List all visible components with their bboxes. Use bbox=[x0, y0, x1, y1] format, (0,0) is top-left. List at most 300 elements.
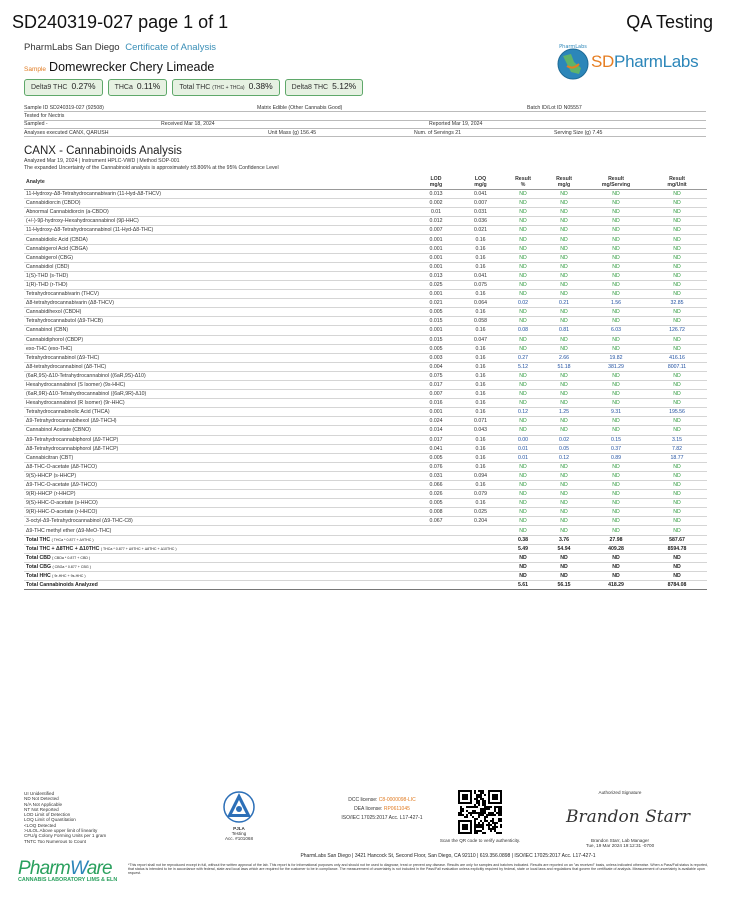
total-name: Total CBG ( CBGa * 0.877 + CBG ) bbox=[24, 562, 414, 571]
result-cell: ND bbox=[585, 481, 647, 490]
batch-id: Batch ID/Lot ID N05557 bbox=[527, 104, 582, 111]
verification-qr-code[interactable] bbox=[458, 790, 502, 834]
analyte-name: Cannabidihexol (CBDH) bbox=[24, 308, 414, 317]
lod-cell: 0.013 bbox=[414, 271, 458, 280]
lod-cell: 0.016 bbox=[414, 399, 458, 408]
result-cell: 0.08 bbox=[503, 326, 543, 335]
loq-cell: 0.204 bbox=[458, 517, 503, 526]
sample-name: Domewrecker Chery Limeade bbox=[49, 60, 215, 74]
result-cell: 126.72 bbox=[647, 326, 707, 335]
result-cell: 0.12 bbox=[503, 408, 543, 417]
badge-delta9-thc: Delta9 THC 0.27% bbox=[24, 79, 103, 96]
lab-name: PharmLabs San Diego bbox=[24, 42, 120, 53]
result-cell: ND bbox=[543, 462, 585, 471]
result-cell: ND bbox=[503, 371, 543, 380]
analyte-name: Cannabicitran (CBT) bbox=[24, 453, 414, 462]
loq-cell: 0.16 bbox=[458, 481, 503, 490]
total-value: 5.61 bbox=[503, 581, 543, 590]
loq-cell: 0.094 bbox=[458, 471, 503, 480]
lod-cell: 0.01 bbox=[414, 208, 458, 217]
result-cell: ND bbox=[543, 235, 585, 244]
result-cell: ND bbox=[647, 244, 707, 253]
loq-cell: 0.16 bbox=[458, 235, 503, 244]
signer-info: Brandon Starr, Lab Manager Tue, 19 Mar 2024 19:12:31 -0700 bbox=[585, 838, 655, 849]
total-value: 5.49 bbox=[503, 544, 543, 553]
result-cell: ND bbox=[543, 308, 585, 317]
total-name: Total HHC ( 9r-HHC + 9s-HHC ) bbox=[24, 571, 414, 580]
result-cell: ND bbox=[585, 335, 647, 344]
result-cell: ND bbox=[503, 426, 543, 435]
result-cell: ND bbox=[543, 481, 585, 490]
abbreviation-legend: UI Unidentified ND Not Detected N/A Not Applicable NT Not Reported LOD Limit of Detection LOQ Limit of Quantitation <LOQ Detected >ULOL Above upper limit of linearity CFU/g Colony Forming Units per 1 gram TNTC Too Numerous to Count bbox=[24, 791, 107, 844]
table-row bbox=[24, 262, 707, 271]
total-value: ND bbox=[503, 553, 543, 562]
analyte-name: Δ9-Tetrahydrocannabiphorol (Δ9-THCP) bbox=[24, 435, 414, 444]
analyte-name: 1(R)-THD (r-THD) bbox=[24, 280, 414, 289]
result-cell: ND bbox=[585, 517, 647, 526]
result-cell: 0.21 bbox=[543, 299, 585, 308]
sample-line bbox=[24, 60, 214, 74]
total-name: Total CBD ( CBDa * 0.877 + CBD ) bbox=[24, 553, 414, 562]
logo-wordmark: SDPharmLabs bbox=[591, 52, 699, 71]
result-cell: ND bbox=[503, 235, 543, 244]
total-value: ND bbox=[585, 553, 647, 562]
reported: Reported Mar 19, 2024 bbox=[429, 121, 483, 128]
unit-mass: Unit Mass (g) 156.45 bbox=[268, 129, 317, 136]
result-cell: ND bbox=[647, 199, 707, 208]
lod-cell: 0.015 bbox=[414, 317, 458, 326]
table-row bbox=[24, 217, 707, 226]
lod-cell: 0.021 bbox=[414, 299, 458, 308]
lod-cell: 0.024 bbox=[414, 417, 458, 426]
analyte-name: Δ9-THC methyl ether (Δ9-MeO-THC) bbox=[24, 526, 414, 535]
result-cell: ND bbox=[503, 462, 543, 471]
analyte-name: Cannabidiorcin (CBDO) bbox=[24, 199, 414, 208]
lod-cell: 0.001 bbox=[414, 408, 458, 417]
result-cell: 0.01 bbox=[503, 453, 543, 462]
loq-cell: 0.041 bbox=[458, 271, 503, 280]
result-cell: ND bbox=[585, 271, 647, 280]
total-formula: ( CBGa * 0.877 + CBG ) bbox=[52, 564, 91, 569]
sample-id: Sample ID SD240319-027 (92508) bbox=[24, 104, 104, 111]
analyte-name: Δ8-Tetrahydrocannabiphorol (Δ8-THCP) bbox=[24, 444, 414, 453]
analyses-executed: Analyses executed CANX, QARUSH bbox=[24, 129, 109, 136]
qr-caption: Scan the QR code to verify authenticity. bbox=[439, 838, 521, 843]
result-cell: ND bbox=[647, 380, 707, 389]
result-cell: ND bbox=[543, 244, 585, 253]
result-cell: ND bbox=[647, 481, 707, 490]
table-row bbox=[24, 317, 707, 326]
table-row bbox=[24, 453, 707, 462]
result-cell: ND bbox=[503, 490, 543, 499]
lod-cell: 0.008 bbox=[414, 508, 458, 517]
total-value: ND bbox=[647, 553, 707, 562]
result-cell: ND bbox=[503, 226, 543, 235]
result-cell: ND bbox=[585, 199, 647, 208]
analyte-name: Tetrahydrocannabinolic Acid (THCA) bbox=[24, 408, 414, 417]
result-cell: ND bbox=[543, 399, 585, 408]
total-value: 8784.08 bbox=[647, 581, 707, 590]
result-cell: ND bbox=[543, 335, 585, 344]
result-cell: ND bbox=[647, 280, 707, 289]
result-cell: 2.66 bbox=[543, 353, 585, 362]
result-cell: ND bbox=[585, 508, 647, 517]
table-row bbox=[24, 444, 707, 453]
result-cell: ND bbox=[503, 290, 543, 299]
analyte-name: Cannabinol (CBN) bbox=[24, 326, 414, 335]
result-cell: ND bbox=[647, 208, 707, 217]
sdpharmlabs-logo bbox=[553, 42, 713, 82]
result-cell: 1.56 bbox=[585, 299, 647, 308]
loq-cell: 0.16 bbox=[458, 399, 503, 408]
lod-cell: 0.001 bbox=[414, 262, 458, 271]
total-value: ND bbox=[503, 571, 543, 580]
result-cell: ND bbox=[647, 235, 707, 244]
total-row bbox=[24, 544, 707, 553]
section-title: CANX - Cannabinoids Analysis bbox=[24, 145, 182, 157]
loq-cell: 0.041 bbox=[458, 190, 503, 199]
loq-cell: 0.16 bbox=[458, 499, 503, 508]
loq-cell: 0.16 bbox=[458, 435, 503, 444]
result-cell: 18.77 bbox=[647, 453, 707, 462]
result-cell: 32.85 bbox=[647, 299, 707, 308]
result-cell: ND bbox=[647, 217, 707, 226]
result-cell: ND bbox=[543, 508, 585, 517]
result-cell: ND bbox=[543, 517, 585, 526]
analyte-name: Hexahydrocannabinol (R Isomer) (9r-HHC) bbox=[24, 399, 414, 408]
total-name: Total THC + Δ8THC + Δ10THC ( THCa * 0.877 + Δ9THC + Δ8THC + Δ10THC ) bbox=[24, 544, 414, 553]
table-row bbox=[24, 380, 707, 389]
result-cell: ND bbox=[647, 526, 707, 535]
license-info: DCC license: C8-0000098-LIC DEA license: RP0611045 ISO/IEC 17025:2017 Acc. L17-427-1 bbox=[341, 797, 423, 821]
svg-text:Brandon Starr: Brandon Starr bbox=[565, 807, 691, 827]
result-cell: ND bbox=[503, 481, 543, 490]
result-cell: ND bbox=[647, 253, 707, 262]
result-cell: ND bbox=[585, 190, 647, 199]
analyte-name: 9(R)-HHCP (r-HHCP) bbox=[24, 490, 414, 499]
result-cell: ND bbox=[503, 308, 543, 317]
result-cell: ND bbox=[503, 217, 543, 226]
result-cell: ND bbox=[585, 526, 647, 535]
result-cell: ND bbox=[503, 190, 543, 199]
table-row bbox=[24, 362, 707, 371]
result-cell: 0.02 bbox=[503, 299, 543, 308]
analyte-name: (6aR,9R)-Δ10-Tetrahydrocannabinol ((6aR,9R)-Δ10) bbox=[24, 390, 414, 399]
loq-cell: 0.16 bbox=[458, 380, 503, 389]
result-cell: ND bbox=[543, 217, 585, 226]
analyte-name: (6aR,9S)-Δ10-Tetrahydrocannabinol ((6aR,9S)-Δ10) bbox=[24, 371, 414, 380]
table-row bbox=[24, 408, 707, 417]
loq-cell: 0.16 bbox=[458, 290, 503, 299]
table-row bbox=[24, 253, 707, 262]
total-formula: ( THCa * 0.877 + Δ9THC + Δ8THC + Δ10THC ) bbox=[100, 546, 177, 551]
result-cell: 0.81 bbox=[543, 326, 585, 335]
analyte-name: Tetrahydrocannabutol (Δ9-THCB) bbox=[24, 317, 414, 326]
lod-cell: 0.001 bbox=[414, 290, 458, 299]
lod-cell bbox=[414, 526, 458, 535]
result-cell: 6.03 bbox=[585, 326, 647, 335]
lod-cell: 0.007 bbox=[414, 226, 458, 235]
analyte-name: 11-Hydroxy-Δ8-Tetrahydrocannabinol (11-Hyd-Δ8-THC) bbox=[24, 226, 414, 235]
result-cell: ND bbox=[647, 517, 707, 526]
table-row bbox=[24, 481, 707, 490]
lod-cell: 0.007 bbox=[414, 390, 458, 399]
tested-for: Tested for Nectris bbox=[24, 113, 65, 120]
table-row bbox=[24, 471, 707, 480]
lod-cell: 0.041 bbox=[414, 444, 458, 453]
result-cell: ND bbox=[647, 399, 707, 408]
table-row bbox=[24, 308, 707, 317]
total-value: ND bbox=[543, 562, 585, 571]
loq-cell: 0.007 bbox=[458, 199, 503, 208]
loq-cell: 0.058 bbox=[458, 317, 503, 326]
result-cell: 5.12 bbox=[503, 362, 543, 371]
total-name: Total THC ( THCa * 0.877 + Δ9THC ) bbox=[24, 535, 414, 544]
result-cell: ND bbox=[503, 517, 543, 526]
loq-cell: 0.16 bbox=[458, 308, 503, 317]
result-cell: 195.56 bbox=[647, 408, 707, 417]
lod-cell: 0.002 bbox=[414, 199, 458, 208]
lod-cell: 0.013 bbox=[414, 190, 458, 199]
total-value: ND bbox=[585, 571, 647, 580]
table-row bbox=[24, 490, 707, 499]
result-cell: ND bbox=[585, 280, 647, 289]
analyte-name: Δ8-THC-O-acetate (Δ8-THCO) bbox=[24, 462, 414, 471]
result-cell: ND bbox=[585, 253, 647, 262]
table-row bbox=[24, 499, 707, 508]
lab-name-line bbox=[24, 42, 216, 53]
table-row bbox=[24, 199, 707, 208]
result-cell: ND bbox=[585, 226, 647, 235]
loq-cell: 0.021 bbox=[458, 226, 503, 235]
result-cell: ND bbox=[647, 390, 707, 399]
result-cell: ND bbox=[585, 308, 647, 317]
loq-cell: 0.036 bbox=[458, 217, 503, 226]
certificate-title: Certificate of Analysis bbox=[125, 42, 217, 53]
result-cell: ND bbox=[585, 499, 647, 508]
table-row bbox=[24, 426, 707, 435]
table-row bbox=[24, 435, 707, 444]
result-cell: ND bbox=[647, 426, 707, 435]
result-cell: ND bbox=[503, 253, 543, 262]
badge-thca: THCa 0.11% bbox=[108, 79, 168, 96]
analyte-name: 9(S)-HHCP (s-HHCP) bbox=[24, 471, 414, 480]
result-cell: ND bbox=[585, 290, 647, 299]
result-cell: ND bbox=[503, 508, 543, 517]
lod-cell: 0.017 bbox=[414, 380, 458, 389]
result-cell: ND bbox=[543, 471, 585, 480]
total-value: 3.76 bbox=[543, 535, 585, 544]
result-cell: ND bbox=[647, 499, 707, 508]
result-cell: ND bbox=[585, 380, 647, 389]
analyte-name: exo-THC (exo-THC) bbox=[24, 344, 414, 353]
result-cell: ND bbox=[503, 199, 543, 208]
result-cell: ND bbox=[647, 290, 707, 299]
loq-cell: 0.16 bbox=[458, 371, 503, 380]
analyte-name: 3-octyl-Δ9-Tetrahydrocannabinol (Δ9-THC-C8) bbox=[24, 517, 414, 526]
col-lod: LOD mg/g bbox=[414, 175, 458, 190]
loq-cell: 0.043 bbox=[458, 426, 503, 435]
table-row bbox=[24, 280, 707, 289]
lod-cell: 0.001 bbox=[414, 244, 458, 253]
result-cell: ND bbox=[503, 417, 543, 426]
california-seal-icon bbox=[553, 42, 593, 82]
total-value: 0.38 bbox=[503, 535, 543, 544]
loq-cell bbox=[458, 526, 503, 535]
disclaimer: *This report shall not be reproduced except in full, without the written approval of the lab. This report is for informational purposes only and should not be used to diagnose, treat or prevent any disease. Results are only for samples and batches indicated. Results are reported on an "as received" basis, unless indicated otherwise. When a Pass/Fail status is reported, that status is intended to be in accordance with federal, state and local laws which are required for the customer to be in compliance. The measurement of uncertainty is not included in the Pass/Fail evaluation unless explicitly required by federal, state or local laws and regulations that govern the certificate of analysis. Measurement of uncertainty is available upon request. bbox=[128, 863, 709, 876]
loq-cell: 0.16 bbox=[458, 353, 503, 362]
result-cell: ND bbox=[543, 380, 585, 389]
lod-cell: 0.005 bbox=[414, 308, 458, 317]
analyte-name: Tetrahydrocannabinol (Δ9-THC) bbox=[24, 353, 414, 362]
result-cell: ND bbox=[543, 390, 585, 399]
lod-cell: 0.076 bbox=[414, 462, 458, 471]
loq-cell: 0.071 bbox=[458, 417, 503, 426]
analyte-name: Δ9-Tetrahydrocannabihexol (Δ9-THCH) bbox=[24, 417, 414, 426]
result-cell: ND bbox=[543, 280, 585, 289]
num-servings: Num. of Servings 21 bbox=[414, 129, 461, 136]
result-cell: 381.29 bbox=[585, 362, 647, 371]
result-cell: ND bbox=[647, 190, 707, 199]
result-cell: 19.82 bbox=[585, 353, 647, 362]
total-row bbox=[24, 571, 707, 580]
summary-badges bbox=[24, 79, 363, 96]
result-cell: ND bbox=[647, 471, 707, 480]
result-cell: ND bbox=[585, 262, 647, 271]
table-row bbox=[24, 353, 707, 362]
table-row bbox=[24, 271, 707, 280]
result-cell: 3.15 bbox=[647, 435, 707, 444]
lod-cell: 0.017 bbox=[414, 435, 458, 444]
lod-cell: 0.005 bbox=[414, 344, 458, 353]
table-row bbox=[24, 371, 707, 380]
result-cell: ND bbox=[647, 226, 707, 235]
report-type: QA Testing bbox=[626, 12, 713, 32]
result-cell: ND bbox=[503, 271, 543, 280]
result-cell: ND bbox=[585, 426, 647, 435]
serving-size: Serving Size (g) 7.45 bbox=[554, 129, 603, 136]
lod-cell: 0.067 bbox=[414, 517, 458, 526]
result-cell: ND bbox=[647, 490, 707, 499]
result-cell: ND bbox=[585, 462, 647, 471]
result-cell: ND bbox=[585, 490, 647, 499]
loq-cell: 0.064 bbox=[458, 299, 503, 308]
table-row bbox=[24, 399, 707, 408]
result-cell: ND bbox=[543, 371, 585, 380]
result-cell: ND bbox=[503, 399, 543, 408]
result-cell: 8007.11 bbox=[647, 362, 707, 371]
result-cell: 1.25 bbox=[543, 408, 585, 417]
result-cell: ND bbox=[503, 335, 543, 344]
result-cell: ND bbox=[503, 380, 543, 389]
loq-cell: 0.031 bbox=[458, 208, 503, 217]
accreditation-logo-icon bbox=[215, 787, 263, 827]
table-row bbox=[24, 208, 707, 217]
col-loq: LOQ mg/g bbox=[458, 175, 503, 190]
lod-cell: 0.005 bbox=[414, 453, 458, 462]
total-row bbox=[24, 535, 707, 544]
result-cell: ND bbox=[543, 490, 585, 499]
lod-cell: 0.031 bbox=[414, 471, 458, 480]
result-cell: ND bbox=[543, 417, 585, 426]
result-cell: ND bbox=[543, 199, 585, 208]
result-cell: 7.82 bbox=[647, 444, 707, 453]
analyte-name: Cannabidiol (CBD) bbox=[24, 262, 414, 271]
result-cell: 0.01 bbox=[503, 444, 543, 453]
total-value: 56.15 bbox=[543, 581, 585, 590]
result-cell: 0.12 bbox=[543, 453, 585, 462]
result-cell: ND bbox=[543, 290, 585, 299]
total-formula: ( THCa * 0.877 + Δ9THC ) bbox=[51, 537, 94, 542]
table-row bbox=[24, 517, 707, 526]
analyte-name: Cannabidiolic Acid (CBDA) bbox=[24, 235, 414, 244]
result-cell: ND bbox=[585, 317, 647, 326]
lod-cell: 0.005 bbox=[414, 499, 458, 508]
result-cell: ND bbox=[647, 344, 707, 353]
analyte-name: Tetrahydrocannabivarin (THCV) bbox=[24, 290, 414, 299]
result-cell: ND bbox=[503, 471, 543, 480]
analyte-name: 9(S)-HHC-O-acetate (s-HHCO) bbox=[24, 499, 414, 508]
result-cell: ND bbox=[647, 417, 707, 426]
table-row bbox=[24, 190, 707, 199]
loq-cell: 0.16 bbox=[458, 444, 503, 453]
result-cell: 0.15 bbox=[585, 435, 647, 444]
loq-cell: 0.16 bbox=[458, 453, 503, 462]
result-cell: ND bbox=[543, 262, 585, 271]
table-row bbox=[24, 526, 707, 535]
lod-cell: 0.075 bbox=[414, 371, 458, 380]
loq-cell: 0.16 bbox=[458, 262, 503, 271]
result-cell: 51.18 bbox=[543, 362, 585, 371]
result-cell: ND bbox=[585, 244, 647, 253]
result-cell: ND bbox=[503, 499, 543, 508]
analyte-name: Cannabigerol (CBG) bbox=[24, 253, 414, 262]
lod-cell: 0.026 bbox=[414, 490, 458, 499]
analyte-name: (+/-)-9β-hydroxy-Hexahydrocannabinol (9β-HHC) bbox=[24, 217, 414, 226]
pharmware-logo: PharmWare CANNABIS LABORATORY LIMS & ELN bbox=[18, 858, 118, 883]
total-row bbox=[24, 581, 707, 590]
result-cell: 0.89 bbox=[585, 453, 647, 462]
analyte-name: 9(R)-HHC-O-acetate (r-HHCO) bbox=[24, 508, 414, 517]
total-value: 54.94 bbox=[543, 544, 585, 553]
total-value: ND bbox=[543, 571, 585, 580]
result-cell: ND bbox=[543, 208, 585, 217]
loq-cell: 0.16 bbox=[458, 362, 503, 371]
result-cell: 0.00 bbox=[503, 435, 543, 444]
lod-cell: 0.001 bbox=[414, 235, 458, 244]
lod-cell: 0.001 bbox=[414, 326, 458, 335]
lod-cell: 0.015 bbox=[414, 335, 458, 344]
analyte-name: Δ8-tetrahydrocannabivarin (Δ8-THCV) bbox=[24, 299, 414, 308]
result-cell: ND bbox=[647, 317, 707, 326]
result-cell: 0.37 bbox=[585, 444, 647, 453]
table-row bbox=[24, 417, 707, 426]
sample-label: Sample bbox=[24, 66, 47, 73]
table-row bbox=[24, 462, 707, 471]
sampled: Sampled - bbox=[24, 121, 48, 128]
result-cell: ND bbox=[585, 235, 647, 244]
total-row bbox=[24, 553, 707, 562]
result-cell: ND bbox=[503, 244, 543, 253]
lod-cell: 0.004 bbox=[414, 362, 458, 371]
result-cell: ND bbox=[647, 262, 707, 271]
result-cell: ND bbox=[543, 226, 585, 235]
section-analyzed: Analyzed Mar 19, 2024 | Instrument HPLC-VWD | Method SOP-001 bbox=[24, 158, 180, 164]
result-cell: ND bbox=[543, 426, 585, 435]
report-id-page: SD240319-027 page 1 of 1 bbox=[12, 12, 229, 32]
total-formula: ( CBDa * 0.877 + CBD ) bbox=[52, 555, 91, 560]
table-row bbox=[24, 244, 707, 253]
